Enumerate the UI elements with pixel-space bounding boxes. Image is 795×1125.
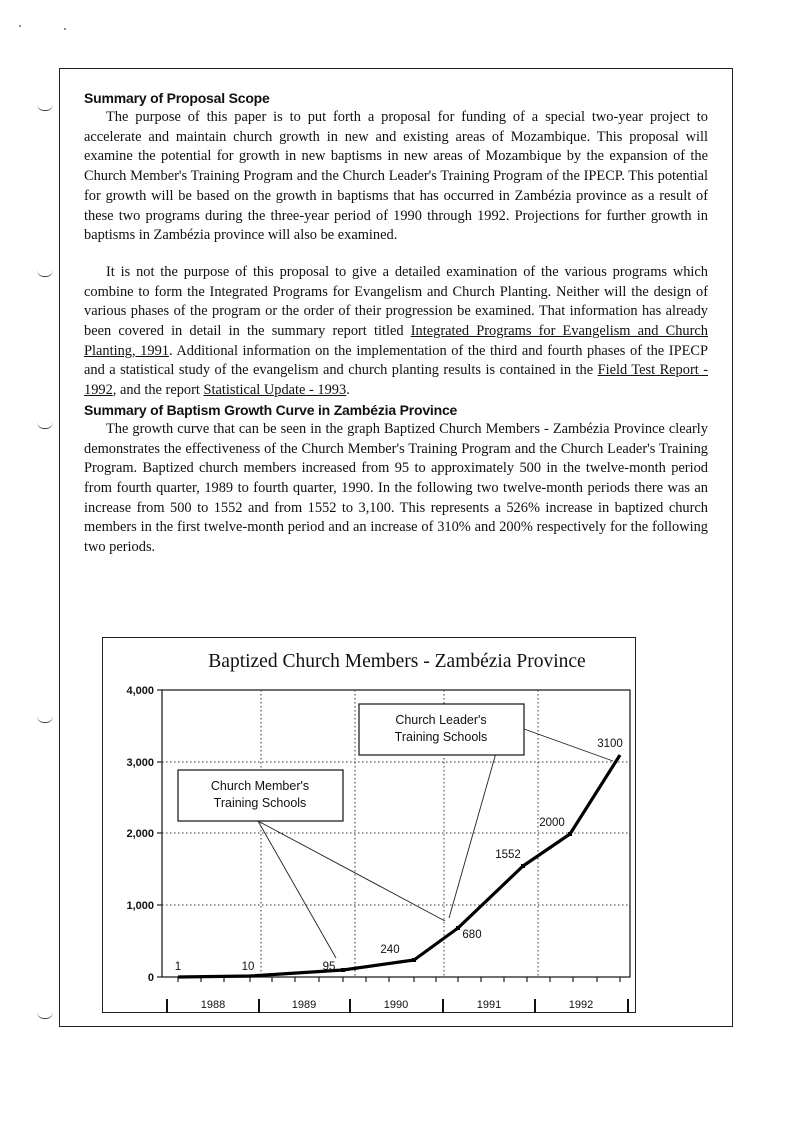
paragraph-text: , and the report [112,382,204,399]
year-label: 1991 [476,999,502,1011]
year-label: 1990 [383,999,409,1011]
year-label: 1988 [200,999,226,1011]
y-tick-label: 3,000 [126,757,154,769]
data-label: 2000 [539,817,565,829]
data-label: 680 [462,929,482,941]
data-label: 95 [322,961,336,973]
data-label: 1 [174,961,182,973]
year-label: 1989 [291,999,317,1011]
report-link-statistical-update[interactable]: Statistical Update - 1993 [203,382,347,399]
data-label: 1552 [495,849,521,861]
annotation-text: Church Member's [210,779,310,793]
report-link-field-test[interactable]: Field Test Report - 1992 [84,362,708,399]
chart-title: Baptized Church Members - Zambézia Province [208,651,586,672]
paragraph-purpose: The purpose of this paper is to put forth a proposal for funding of a special two-year project to accelerate and maintain church growth in new and existing areas of Mozambique. This proposal will examine the potential for growth in new baptisms in new areas of Mozambique by the expansion of the Church Member's Training Program and the Church Leader's Training Program of the IPECP. This potential for growth will be based on the growth in baptisms that has occurred in Zambézia province as a result of these two programs during the three-year period of 1990 through 1992. Projections for further growth in baptisms in Zambézia province will also be examined. [84,109,708,244]
paragraph-text: . Additional information on the implementation of the third and fourth phases of the IPECP and a statistical study of the evangelism and church planting results is contained in the [84,342,708,379]
data-label: 10 [241,961,255,973]
paragraph-text: . [346,382,350,399]
annotation-leader-lines [258,729,613,958]
y-tick-label: 0 [147,972,154,984]
report-link-integrated-programs[interactable]: Integrated Programs for Evangelism and Church Planting, 1991 [84,323,708,359]
section-heading-proposal-scope: Summary of Proposal Scope [84,90,270,106]
y-tick-label: 4,000 [126,685,154,697]
y-axis-ticks [157,690,162,977]
data-point-markers [341,832,572,972]
x-axis-quarter-ticks [178,977,620,982]
annotation-text: Training Schools [394,730,488,744]
annotation-text: Church Leader's [395,713,487,727]
y-axis-labels [126,685,154,984]
paragraph-growth-curve: The growth curve that can be seen in the graph Baptized Church Members - Zambézia Province clearly demonstrates the effectiveness of the Church Member's Training Program and the Church Leader's Training Program. Baptized church members increased from 95 to approximately 500 in the twelve-month period from fourth quarter, 1989 to fourth quarter, 1990. In the following two twelve-month periods there was an increase from 500 to 1552 and from 1552 to 3,100. This represents a 526% increase in baptized church members in the first twelve-month period and an increase of 310% and 200% respectively for the following two periods. [84,420,708,556]
paragraph-text: It is not the purpose of this proposal to give a detailed examination of the various programs which combine to form the Integrated Programs for Evangelism and Church Planting. Neither will the design of various phases of the program or the order of their progression be examined. That information has already been covered in detail in the summary report titled [84,263,708,340]
y-tick-label: 2,000 [126,828,154,840]
data-label: 240 [380,944,400,956]
annotation-text: Training Schools [213,796,307,810]
year-label: 1992 [568,999,594,1011]
data-label: 3100 [597,738,623,750]
y-tick-label: 1,000 [126,900,154,912]
section-heading-growth-curve: Summary of Baptism Growth Curve in Zambézia Province [84,401,458,418]
